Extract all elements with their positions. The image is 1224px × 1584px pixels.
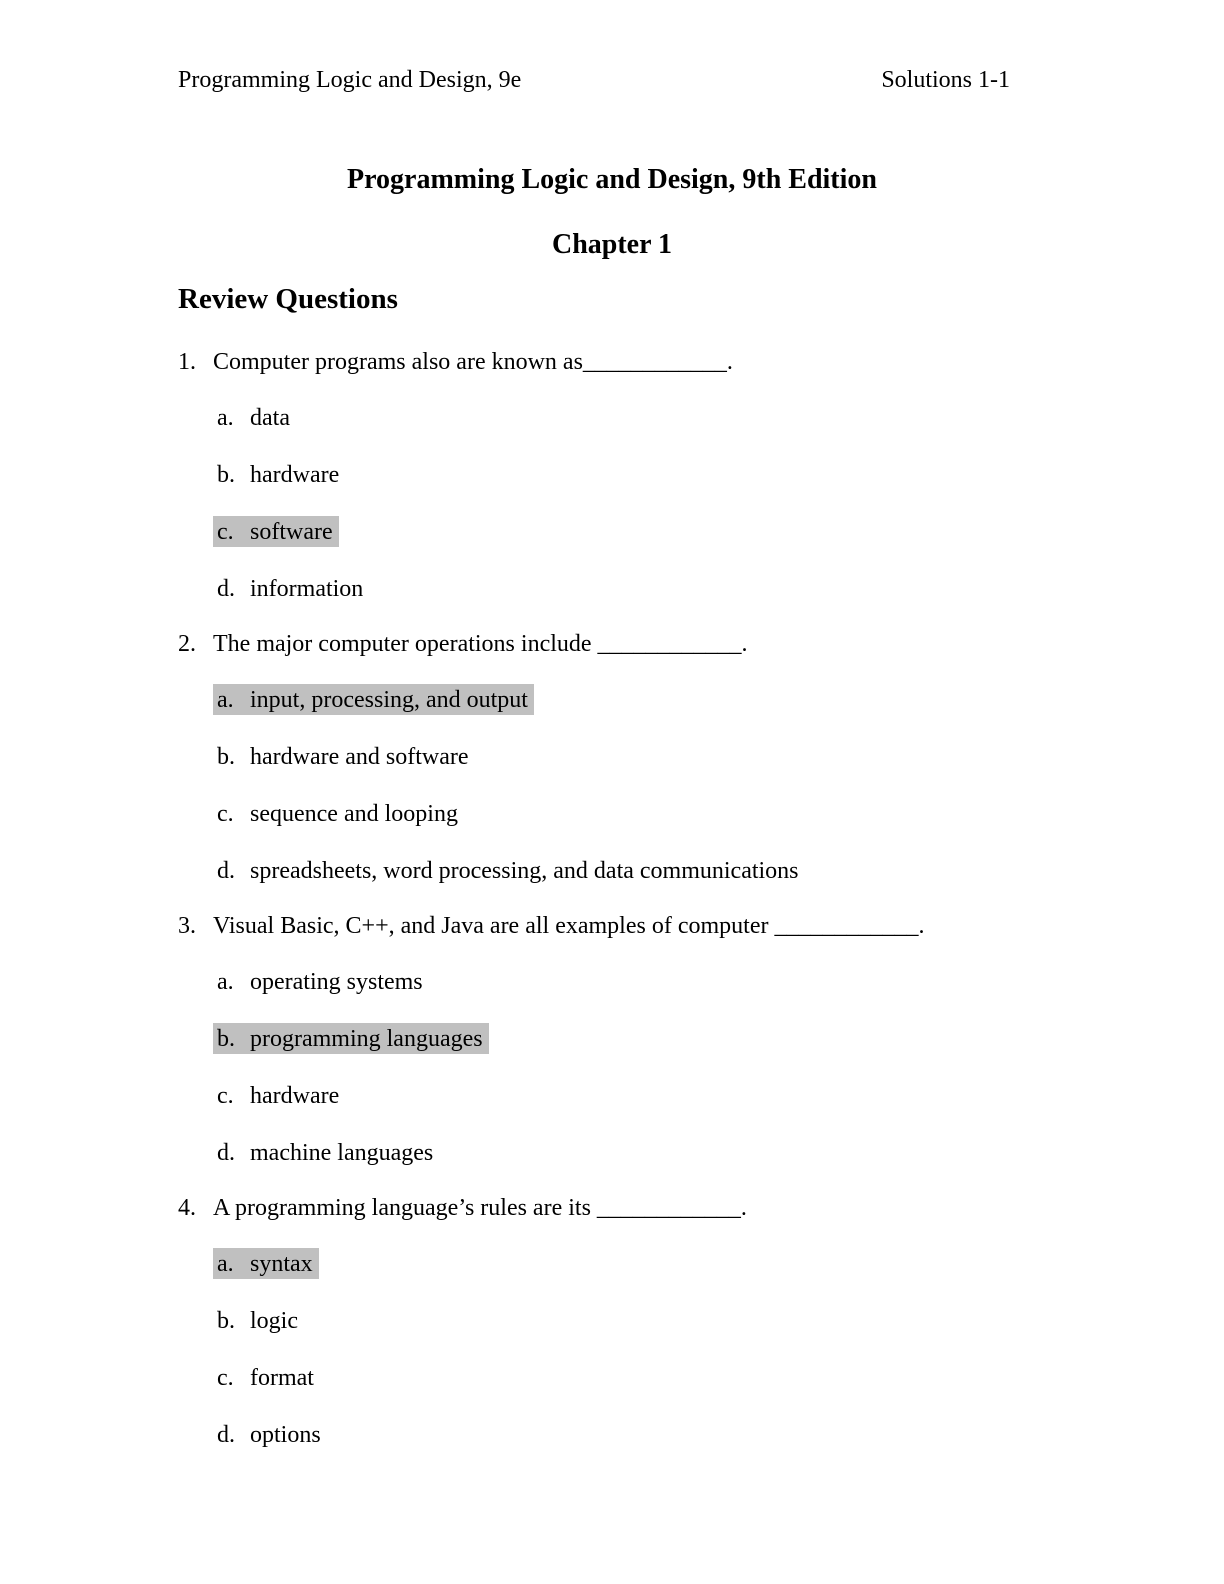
answer-highlight bbox=[213, 516, 339, 547]
option-text: logic bbox=[250, 1308, 298, 1334]
option-letter: a. bbox=[217, 687, 234, 713]
option-line bbox=[217, 798, 1046, 829]
option-letter: c. bbox=[217, 801, 234, 827]
option-box bbox=[213, 1362, 320, 1393]
option-text: machine languages bbox=[250, 1140, 434, 1166]
question-block bbox=[178, 630, 1046, 886]
option-letter: b. bbox=[217, 1308, 235, 1334]
question-block bbox=[178, 348, 1046, 604]
question-number: 3. bbox=[178, 913, 196, 939]
question-text: The major computer operations include ____________. bbox=[213, 631, 748, 657]
option-text: hardware bbox=[250, 1083, 340, 1109]
question-number: 2. bbox=[178, 631, 196, 657]
option-box bbox=[213, 1137, 439, 1168]
questions-list bbox=[178, 348, 1046, 1450]
option-box bbox=[213, 741, 475, 772]
option-line bbox=[217, 1248, 1046, 1279]
option-text: hardware and software bbox=[250, 744, 469, 770]
option-text: options bbox=[250, 1422, 321, 1448]
page-header bbox=[178, 66, 1046, 94]
option-text: input, processing, and output bbox=[250, 687, 528, 713]
option-letter: a. bbox=[217, 969, 234, 995]
option-box bbox=[213, 1419, 327, 1450]
option-letter: d. bbox=[217, 1140, 235, 1166]
option-letter: b. bbox=[217, 744, 235, 770]
option-letter: c. bbox=[217, 1083, 234, 1109]
document-title: Programming Logic and Design, 9th Edition bbox=[347, 164, 877, 195]
option-box bbox=[213, 402, 296, 433]
option-letter: d. bbox=[217, 858, 235, 884]
option-line bbox=[217, 459, 1046, 490]
question-line bbox=[178, 1194, 1046, 1222]
option-text: programming languages bbox=[250, 1026, 483, 1052]
option-box bbox=[213, 459, 345, 490]
question-text: A programming language’s rules are its ____________. bbox=[213, 1195, 747, 1221]
question-text: Computer programs also are known as____________. bbox=[213, 349, 733, 375]
option-box bbox=[213, 966, 429, 997]
option-line bbox=[217, 1305, 1046, 1336]
option-line bbox=[217, 1362, 1046, 1393]
question-line bbox=[178, 630, 1046, 658]
option-line bbox=[217, 684, 1046, 715]
header-left-text: Programming Logic and Design, 9e bbox=[178, 67, 522, 93]
option-text: operating systems bbox=[250, 969, 423, 995]
option-line bbox=[217, 741, 1046, 772]
option-text: syntax bbox=[250, 1251, 313, 1277]
option-line bbox=[217, 855, 1046, 886]
answer-highlight bbox=[213, 684, 534, 715]
option-box bbox=[213, 798, 464, 829]
option-line bbox=[217, 1023, 1046, 1054]
option-text: hardware bbox=[250, 462, 340, 488]
answer-highlight bbox=[213, 1248, 319, 1279]
option-line bbox=[217, 402, 1046, 433]
section-heading: Review Questions bbox=[178, 283, 398, 315]
question-number: 1. bbox=[178, 349, 196, 375]
header-right-text: Solutions 1-1 bbox=[881, 67, 1010, 93]
option-line bbox=[217, 1419, 1046, 1450]
option-text: format bbox=[250, 1365, 314, 1391]
option-letter: c. bbox=[217, 519, 234, 545]
option-line bbox=[217, 573, 1046, 604]
option-letter: d. bbox=[217, 1422, 235, 1448]
chapter-heading: Chapter 1 bbox=[551, 229, 673, 260]
option-line bbox=[217, 966, 1046, 997]
option-box bbox=[213, 1305, 304, 1336]
question-block bbox=[178, 912, 1046, 1168]
option-text: software bbox=[250, 519, 333, 545]
option-letter: c. bbox=[217, 1365, 234, 1391]
option-line bbox=[217, 1137, 1046, 1168]
question-line bbox=[178, 912, 1046, 940]
option-letter: b. bbox=[217, 462, 235, 488]
option-box bbox=[213, 573, 369, 604]
question-line bbox=[178, 348, 1046, 376]
option-box bbox=[213, 1080, 345, 1111]
option-text: spreadsheets, word processing, and data communications bbox=[250, 858, 799, 884]
option-text: information bbox=[250, 576, 364, 602]
question-block bbox=[178, 1194, 1046, 1450]
option-line bbox=[217, 516, 1046, 547]
option-text: sequence and looping bbox=[250, 801, 458, 827]
option-letter: a. bbox=[217, 1251, 234, 1277]
option-text: data bbox=[250, 405, 290, 431]
option-letter: d. bbox=[217, 576, 235, 602]
question-number: 4. bbox=[178, 1195, 196, 1221]
option-letter: b. bbox=[217, 1026, 235, 1052]
question-text: Visual Basic, C++, and Java are all examples of computer ____________. bbox=[213, 913, 925, 939]
option-box bbox=[213, 855, 805, 886]
option-letter: a. bbox=[217, 405, 234, 431]
option-line bbox=[217, 1080, 1046, 1111]
answer-highlight bbox=[213, 1023, 489, 1054]
